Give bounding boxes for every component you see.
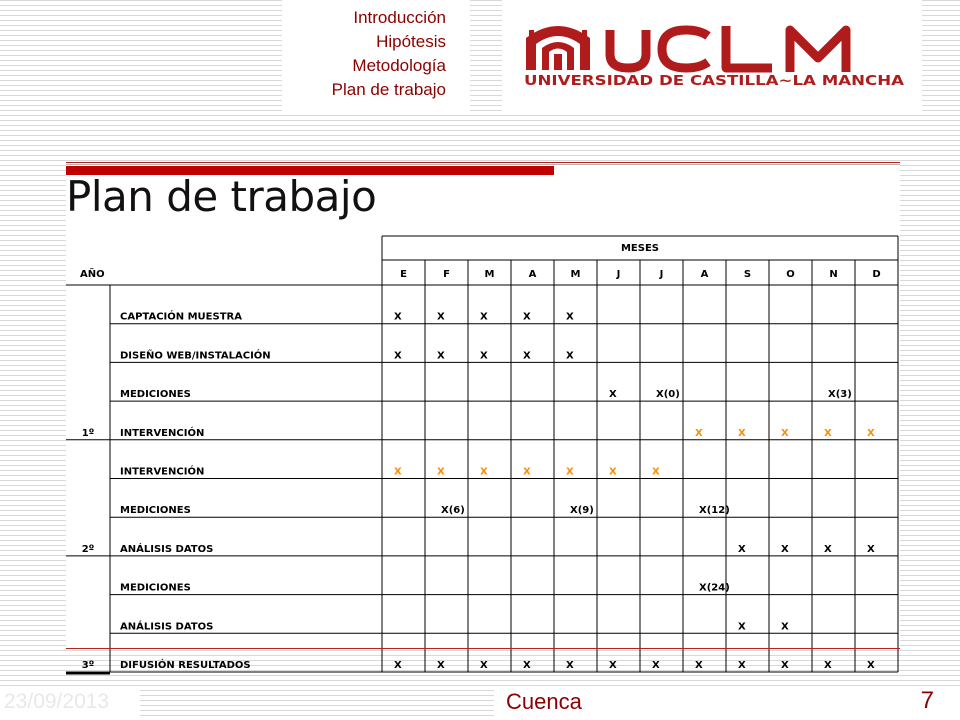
schedule-mark: X [781,660,789,671]
title-rule-secondary [66,164,900,165]
month-header: N [829,269,838,280]
year-label: 3º [81,660,95,671]
uclm-wordmark [610,26,846,72]
month-header: M [570,269,581,280]
activity-label: ANÁLISIS DATOS [120,543,214,555]
month-header: M [484,269,495,280]
title-rule [66,162,900,163]
footer-date-box [0,690,140,720]
schedule-mark: X(3) [828,389,852,401]
schedule-mark: X [437,350,445,362]
schedule-mark: X [523,466,531,478]
schedule-mark: X(6) [441,505,465,517]
schedule-mark: X [781,621,789,633]
schedule-mark: X [738,621,746,633]
header-ano: AÑO [80,269,105,280]
month-header: E [400,269,407,280]
activity-label: DIFUSIÓN RESULTADOS [120,660,251,671]
activity-label: INTERVENCIÓN [120,466,205,478]
nav-item-metodologia[interactable]: Metodología [352,56,446,75]
activity-label: MEDICIONES [120,582,191,594]
month-header: O [786,269,795,280]
activity-label: MEDICIONES [120,389,191,401]
schedule-mark: X [480,350,488,362]
header-meses: MESES [620,243,660,254]
month-header: A [528,269,537,280]
month-header: S [743,269,752,280]
schedule-mark: X [824,660,832,671]
page-number: 7 [920,687,934,714]
schedule-mark: X [394,311,402,323]
schedule-mark: X [824,427,832,439]
schedule-mark: X [652,660,660,671]
schedule-mark: X [738,543,746,555]
activity-label: INTERVENCIÓN [120,427,205,439]
nav-item-hipotesis[interactable]: Hipótesis [376,32,446,51]
schedule-mark: X [566,311,574,323]
schedule-mark: X [867,543,875,555]
month-header: J [616,269,621,280]
page-title: Plan de trabajo [66,172,377,221]
schedule-mark: X [652,466,660,478]
year-label: 1º [81,427,95,439]
schedule-mark: X(9) [570,505,594,517]
month-header: D [872,269,881,280]
schedule-mark: X [394,660,402,671]
schedule-mark: X [480,660,488,671]
month-header: F [443,269,450,280]
activity-label: DISEÑO WEB/INSTALACIÓN [120,350,271,362]
month-header: J [659,269,664,280]
schedule-mark: X [824,543,832,555]
schedule-mark: X [523,660,531,671]
schedule-mark: X(12) [699,505,730,517]
schedule-mark: X(24) [699,582,730,594]
schedule-mark: X [437,311,445,323]
schedule-mark: X [609,466,617,478]
footer-date: 23/09/2013 [4,690,110,713]
activity-label: CAPTACIÓN MUESTRA [120,311,242,323]
schedule-mark: X [738,427,746,439]
schedule-mark: X [781,427,789,439]
schedule-mark: X [523,350,531,362]
schedule-mark: X [566,466,574,478]
footer-location: Cuenca [506,689,582,714]
month-header: A [700,269,709,280]
footer-rule [66,648,900,649]
schedule-mark: X [394,466,402,478]
schedule-mark: X [566,350,574,362]
year-label: 2º [81,543,95,555]
schedule-mark: X [609,389,617,401]
castle-emblem-icon [526,26,590,70]
schedule-mark: X [738,660,746,671]
section-nav [332,6,446,102]
schedule-mark: X [781,543,789,555]
schedule-mark: X [394,350,402,362]
schedule-mark: X [523,311,531,323]
schedule-mark: X [480,466,488,478]
activity-label: MEDICIONES [120,505,191,517]
schedule-mark: X [480,311,488,323]
schedule-mark: X [695,660,703,671]
footer-location-box [494,686,960,720]
work-plan-table [66,235,900,671]
schedule-mark: X [566,660,574,671]
activity-label: ANÁLISIS DATOS [120,621,214,633]
schedule-mark: X [609,660,617,671]
schedule-mark: X [695,427,703,439]
nav-item-introduccion[interactable]: Introducción [353,8,446,27]
schedule-mark: X [437,660,445,671]
nav-item-plan-de-trabajo[interactable]: Plan de trabajo [331,80,446,99]
schedule-mark: X(0) [656,389,680,401]
logo-subtitle: UNIVERSIDAD DE CASTILLA~LA MANCHA [524,74,904,89]
schedule-mark: X [437,466,445,478]
schedule-mark: X [867,660,875,671]
schedule-mark: X [867,427,875,439]
uclm-logo [524,18,906,90]
